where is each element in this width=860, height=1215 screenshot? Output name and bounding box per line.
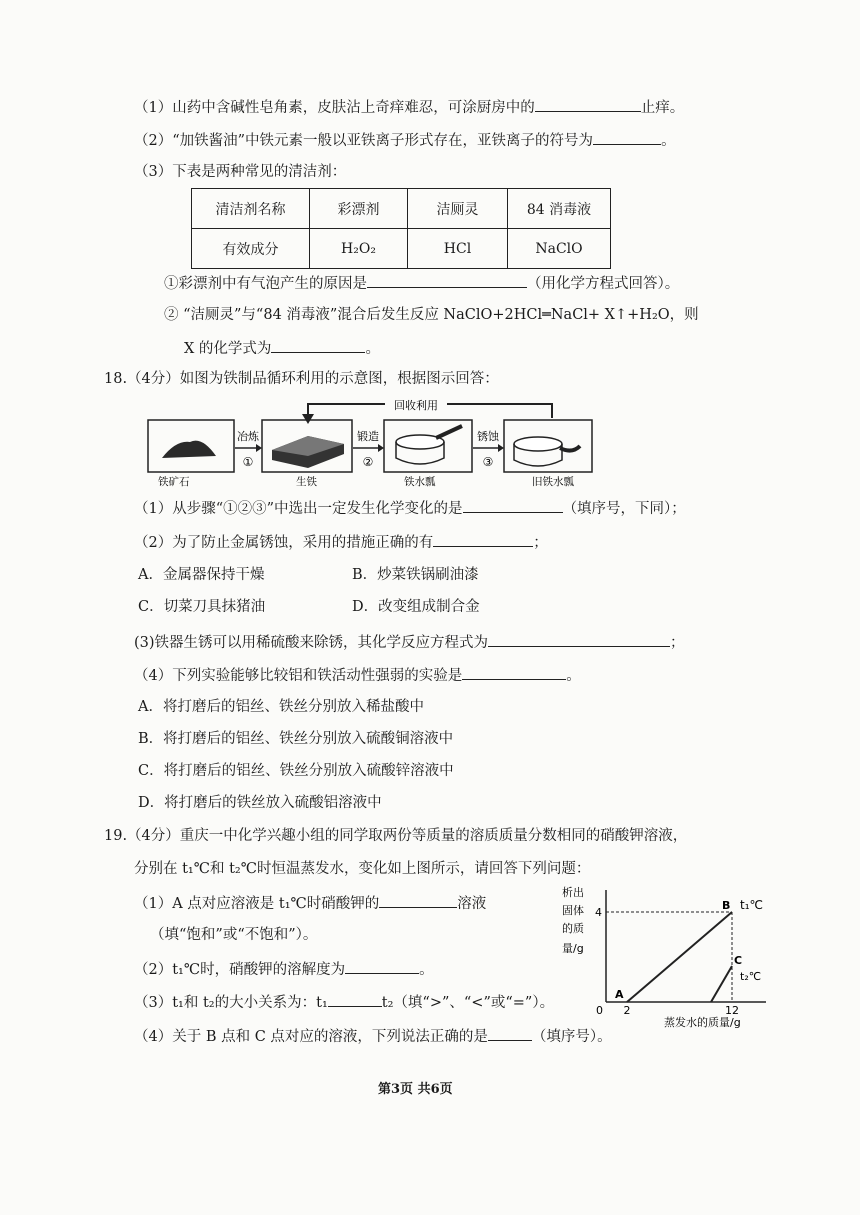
answer-blank[interactable] xyxy=(488,1025,532,1041)
option: A．将打磨后的铝丝、铁丝分别放入稀盐酸中 xyxy=(138,699,424,715)
x-tick-label: 12 xyxy=(725,1004,739,1017)
item-label: 旧铁水瓢 xyxy=(532,476,574,488)
t2-line xyxy=(711,966,732,1002)
recycle-label: 回收利用 xyxy=(394,399,438,412)
step-number: ② xyxy=(362,455,374,469)
point-label-a: A xyxy=(615,988,624,1001)
answer-blank[interactable] xyxy=(593,129,661,145)
y-axis-label: 的质 xyxy=(562,922,584,935)
item-label: 生铁 xyxy=(296,476,317,488)
solubility-graph xyxy=(560,880,775,1030)
q19-part1: （1）A 点对应溶液是 t₁℃时硝酸钾的 溶液 xyxy=(134,892,486,914)
answer-blank[interactable] xyxy=(463,497,563,513)
ore-pile-icon xyxy=(162,441,216,458)
step-label: 冶炼 xyxy=(237,430,259,443)
q19-part2: （2）t₁℃时，硝酸钾的溶解度为 。 xyxy=(134,958,434,980)
option: C．将打磨后的铝丝、铁丝分别放入硫酸锌溶液中 xyxy=(138,763,454,779)
q17-sub2: ② “洁厕灵”与“84 消毒液”混合后发生反应 NaClO+2HCl═NaCl+ X↑+H₂O，则 xyxy=(164,307,699,323)
answer-blank[interactable] xyxy=(433,531,533,547)
y-axis-label: 固体 xyxy=(562,904,584,917)
q17-part3: （3）下表是两种常见的清洁剂： xyxy=(134,164,347,180)
option: D．将打磨后的铁丝放入硫酸铝溶液中 xyxy=(138,795,382,811)
q17-part2: （2）“加铁酱油”中铁元素一般以亚铁离子形式存在，亚铁离子的符号为 。 xyxy=(134,129,676,151)
x-tick-label: 2 xyxy=(623,1004,631,1017)
iron-recycle-diagram xyxy=(140,396,600,488)
answer-blank[interactable] xyxy=(367,272,527,288)
item-label: 铁水瓢 xyxy=(404,476,436,488)
answer-blank[interactable] xyxy=(462,664,566,680)
q18-part2: （2）为了防止金属锈蚀，采用的措施正确的有 ； xyxy=(134,531,548,553)
q18-part4: （4）下列实验能够比较铝和铁活动性强弱的实验是 。 xyxy=(134,664,581,686)
table-cell: HCl xyxy=(408,229,508,269)
table-header-cell: 洁厕灵 xyxy=(408,189,508,229)
option: B．炒菜铁锅刷油漆 xyxy=(352,567,479,583)
q19-line2: 分别在 t₁℃和 t₂℃时恒温蒸发水，变化如上图所示，请回答下列问题： xyxy=(134,861,591,877)
table-header-cell: 彩漂剂 xyxy=(310,189,408,229)
x-axis-label: 蒸发水的质量/g xyxy=(664,1016,741,1029)
table-header-cell: 84 消毒液 xyxy=(508,189,611,229)
y-tick-label: 4 xyxy=(595,906,602,919)
table-header-cell: 清洁剂名称 xyxy=(192,189,310,229)
q18-part3: (3)铁器生锈可以用稀硫酸来除锈，其化学反应方程式为 ； xyxy=(134,631,685,653)
q19-part3: （3）t₁和 t₂的大小关系为：t₁ t₂（填“>”、“<”或“=”）。 xyxy=(134,991,554,1013)
step-label: 锈蚀 xyxy=(477,430,499,443)
y-axis-label: 析出 xyxy=(562,886,584,899)
table-row-label: 有效成分 xyxy=(192,229,310,269)
q19-title: 19.（4分）重庆一中化学兴趣小组的同学取两份等质量的溶质质量分数相同的硝酸钾溶液， xyxy=(104,828,688,844)
q18-part1: （1）从步骤“①②③”中选出一定发生化学变化的是 （填序号，下同）； xyxy=(134,497,686,519)
q18-title: 18.（4分）如图为铁制品循环利用的示意图，根据图示回答： xyxy=(104,371,499,387)
answer-blank[interactable] xyxy=(345,958,419,974)
step-label: 锻造 xyxy=(357,430,379,443)
point-label-c: C xyxy=(734,954,743,967)
q17-part1: （1）山药中含碱性皂角素，皮肤沾上奇痒难忍，可涂厨房中的 止痒。 xyxy=(134,96,684,118)
page-footer: 第3页 共6页 xyxy=(378,1082,453,1097)
line-label: t₁℃ xyxy=(740,898,763,912)
option: B．将打磨后的铝丝、铁丝分别放入硫酸铜溶液中 xyxy=(138,731,454,747)
q17-sub3: X 的化学式为 。 xyxy=(184,337,380,359)
q17-sub1: ①彩漂剂中有气泡产生的原因是 （用化学方程式回答）。 xyxy=(164,272,679,294)
answer-blank[interactable] xyxy=(328,991,382,1007)
item-label: 铁矿石 xyxy=(158,476,190,488)
option: C．切菜刀具抹猪油 xyxy=(138,599,266,615)
option: D．改变组成制合金 xyxy=(352,599,480,615)
q19-part1b: （填“饱和”或“不饱和”）。 xyxy=(150,927,318,943)
point-label-b: B xyxy=(722,899,731,912)
cleaner-table xyxy=(191,188,611,269)
step-number: ③ xyxy=(482,455,494,469)
table-cell: H₂O₂ xyxy=(310,229,408,269)
answer-blank[interactable] xyxy=(271,337,365,353)
option: A．金属器保持干燥 xyxy=(138,567,265,583)
answer-blank[interactable] xyxy=(535,96,641,112)
q19-part4: （4）关于 B 点和 C 点对应的溶液，下列说法正确的是 （填序号）。 xyxy=(134,1025,612,1047)
answer-blank[interactable] xyxy=(379,892,457,908)
arrow-head xyxy=(302,414,314,424)
answer-blank[interactable] xyxy=(488,631,670,647)
t1-line xyxy=(627,912,732,1002)
old-ladle-icon xyxy=(514,437,562,451)
step-number: ① xyxy=(242,455,254,469)
table-cell: NaClO xyxy=(508,229,611,269)
y-axis-label: 量/g xyxy=(562,942,584,955)
line-label: t₂℃ xyxy=(740,970,762,983)
origin-label: 0 xyxy=(596,1004,603,1017)
